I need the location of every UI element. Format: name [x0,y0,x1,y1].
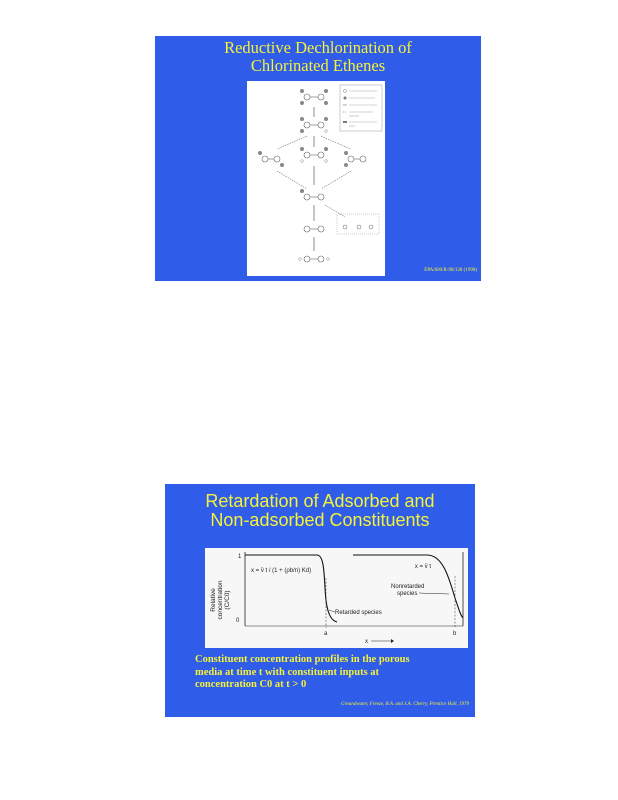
nonretarded-label-line: species [397,591,418,597]
caption-line: Constituent concentration profiles in the porous [195,654,410,665]
y-axis-label [210,580,231,619]
y-label-line: concentration [217,580,224,620]
retarded-species-curve [245,555,337,622]
molecule-ethane [299,256,330,262]
slide-credit: EPA/600/R-98/128 (1998) [424,268,477,273]
nonretarded-label-line: Nonretarded [391,584,425,590]
molecule-ethene [304,226,324,232]
y-label-line: Relative [210,588,217,612]
molecule-tce [300,117,328,133]
nonretarded-equation: x = v̄ t [414,564,431,570]
caption-line: media at time t with constituent inputs at [195,666,380,678]
concentration-profile-plot [205,548,468,648]
dechlorination-pathway-figure [247,81,385,276]
molecule-cis-dce [300,147,328,162]
molecule-11-dce [344,151,366,167]
slide-title-line: Non-adsorbed Constituents [210,510,430,531]
molecule-trans-dce [258,151,284,167]
slide-title [155,39,481,75]
nonretarded-pointer [419,593,449,594]
caption-line: concentration C0 at t > 0 [195,679,307,690]
legend [340,85,382,131]
mineralization-branch [337,214,379,234]
x-tick-a: a [324,631,328,637]
molecule-vinyl-chloride [300,189,324,200]
y-label-line: (C/C0) [224,590,231,610]
slide-title-line: Reductive Dechlorination of [224,38,412,57]
slide-caption [195,654,470,692]
slide-reductive-dechlorination [155,36,481,281]
retarded-equation: x = v̄ t / (1 + (ρb/n) Kd) [251,568,312,574]
slide-title-line: Chlorinated Ethenes [250,55,386,75]
y-tick-top: 1 [238,554,242,560]
slide-title [165,492,475,531]
slide-retardation [165,484,475,717]
concentration-profile-figure [205,548,468,648]
pathway-diagram [247,81,385,276]
slide-title-line: Retardation of Adsorbed and [205,491,435,511]
x-tick-b: b [453,631,457,637]
slide-credit: Groundwater, Freeze, R.A. and J.A. Cherry, Prentice Hall, 1979 [340,702,469,707]
molecule-pce [300,89,328,105]
x-axis-arrowhead [391,639,394,643]
y-tick-bottom: 0 [236,618,240,624]
retarded-label: Retarded species [335,610,382,616]
x-axis-label: x [365,639,368,645]
